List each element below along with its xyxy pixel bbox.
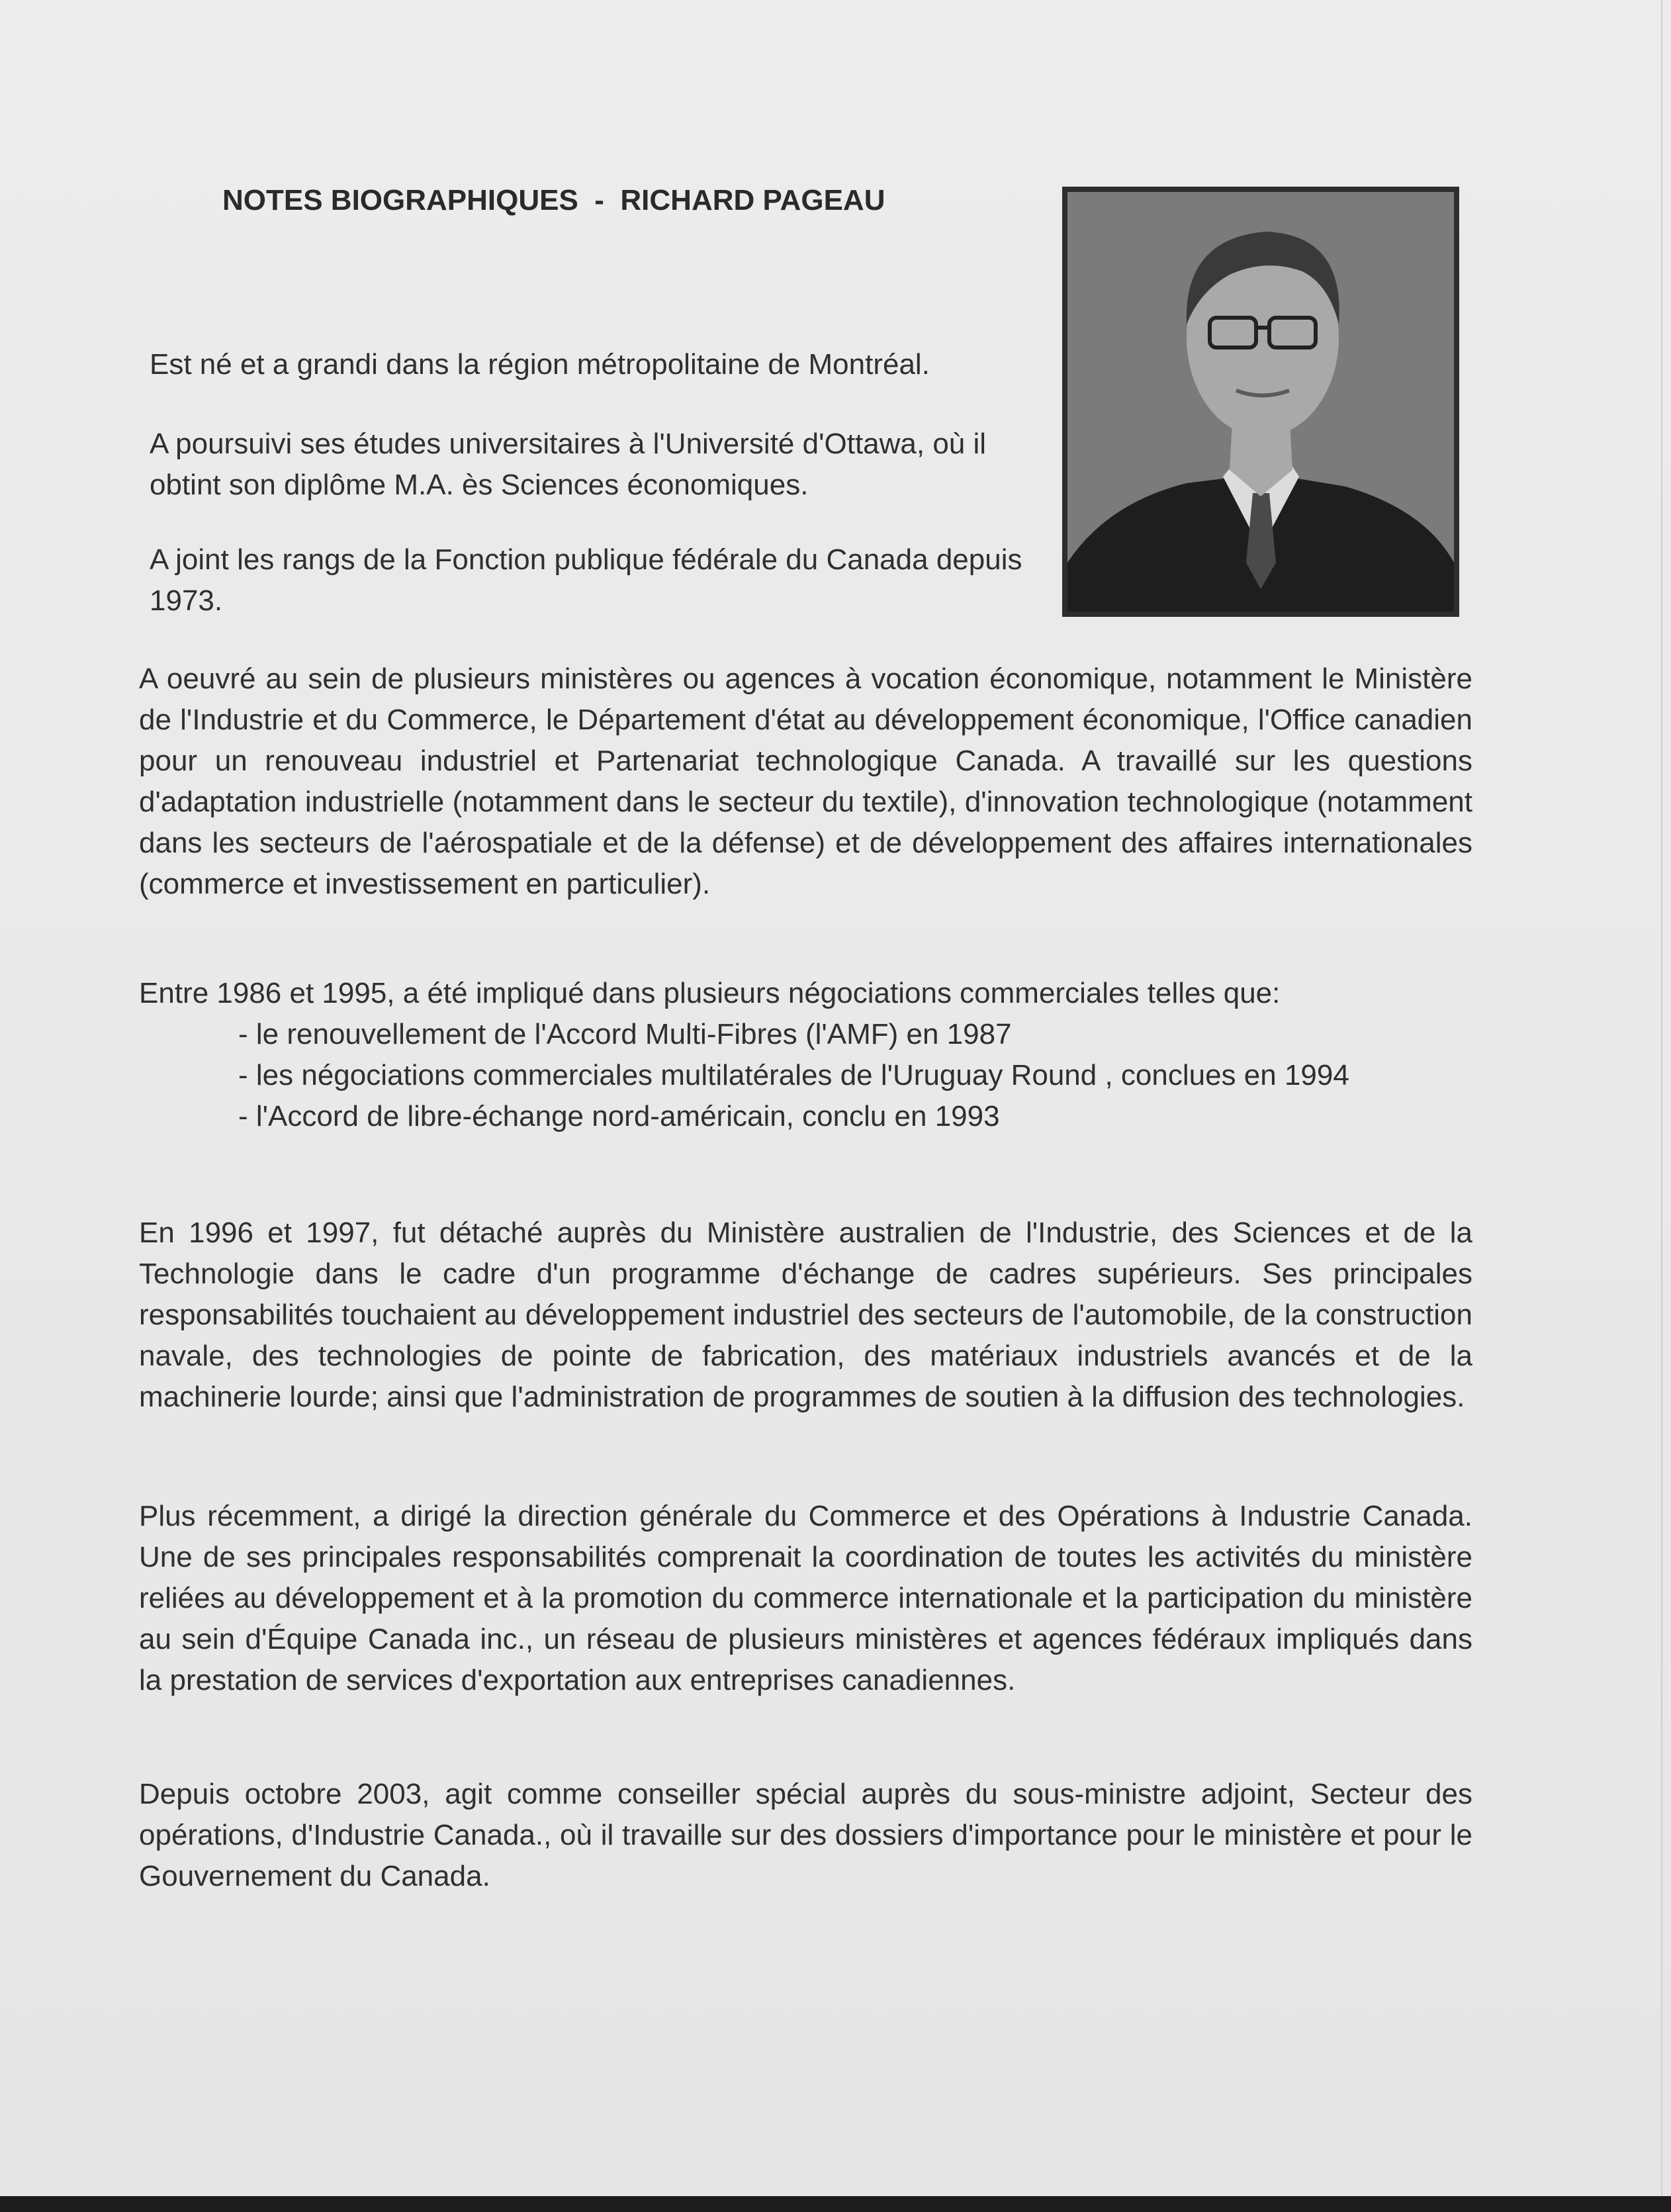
scan-edge-bottom — [0, 2196, 1671, 2212]
paragraph-negotiations — [139, 973, 1472, 1137]
list-item: - l'Accord de libre-échange nord-américain, conclu en 1993 — [238, 1100, 1000, 1132]
portrait-photo — [1062, 187, 1459, 617]
portrait-photo-icon — [1067, 192, 1454, 612]
paragraph-current-role: Depuis octobre 2003, agit comme conseiller spécial auprès du sous-ministre adjoint, Secteur des opérations, d'Industrie Canada., où il travaille sur des dossiers d'importance pour le ministère et pour le Gouvernement du Canada. — [139, 1778, 1472, 1892]
negotiations-intro: Entre 1986 et 1995, a été impliqué dans plusieurs négociations commerciales telles que: — [139, 977, 1281, 1009]
list-item: - les négociations commerciales multilatérales de l'Uruguay Round , conclues en 1994 — [238, 1059, 1349, 1091]
paragraph-studies: A poursuivi ses études universitaires à l'Université d'Ottawa, où il obtint son diplôme M.A. ès Sciences économiques. — [150, 428, 987, 501]
paragraph-public-service: A joint les rangs de la Fonction publique fédérale du Canada depuis 1973. — [150, 543, 1022, 617]
scan-edge-right — [1661, 0, 1662, 2196]
page-title: NOTES BIOGRAPHIQUES - RICHARD PAGEAU — [222, 184, 885, 216]
paragraph-secondment: En 1996 et 1997, fut détaché auprès du Ministère australien de l'Industrie, des Sciences et de la Technologie dans le cadre d'un programme d'échange de cadres supérieurs. Ses principales responsabilités touchaient au développement industriel des secteurs de l'automobile, de la construction navale, des technologies de pointe de fabrication, des matériaux industriels avancés et de la machinerie lourde; ainsi que l'administration de programmes de soutien à la diffusion des technologies. — [139, 1217, 1472, 1413]
list-item: - le renouvellement de l'Accord Multi-Fibres (l'AMF) en 1987 — [238, 1018, 1012, 1050]
paragraph-recent-role: Plus récemment, a dirigé la direction générale du Commerce et des Opérations à Industrie Canada. Une de ses principales responsabilités comprenait la coordination de toutes les activités du ministère reliées au développement et à la promotion du commerce internationale et la participation du ministère au sein d'Équipe Canada inc., un réseau de plusieurs ministères et agences fédéraux impliqués dans la prestation de services d'exportation aux entreprises canadiennes. — [139, 1500, 1472, 1696]
paragraph-birthplace: Est né et a grandi dans la région métropolitaine de Montréal. — [150, 348, 930, 381]
paragraph-career: A oeuvré au sein de plusieurs ministères ou agences à vocation économique, notamment le Ministère de l'Industrie et du Commerce, le Département d'état au développement économique, l'Office canadien pour un renouveau industriel et Partenariat technologique Canada. A travaillé sur les questions d'adaptation industrielle (notamment dans le secteur du textile), d'innovation technologique (notamment dans les secteurs de l'aérospatiale et de la défense) et de développement des affaires internationales (commerce et investissement en particulier). — [139, 663, 1472, 900]
